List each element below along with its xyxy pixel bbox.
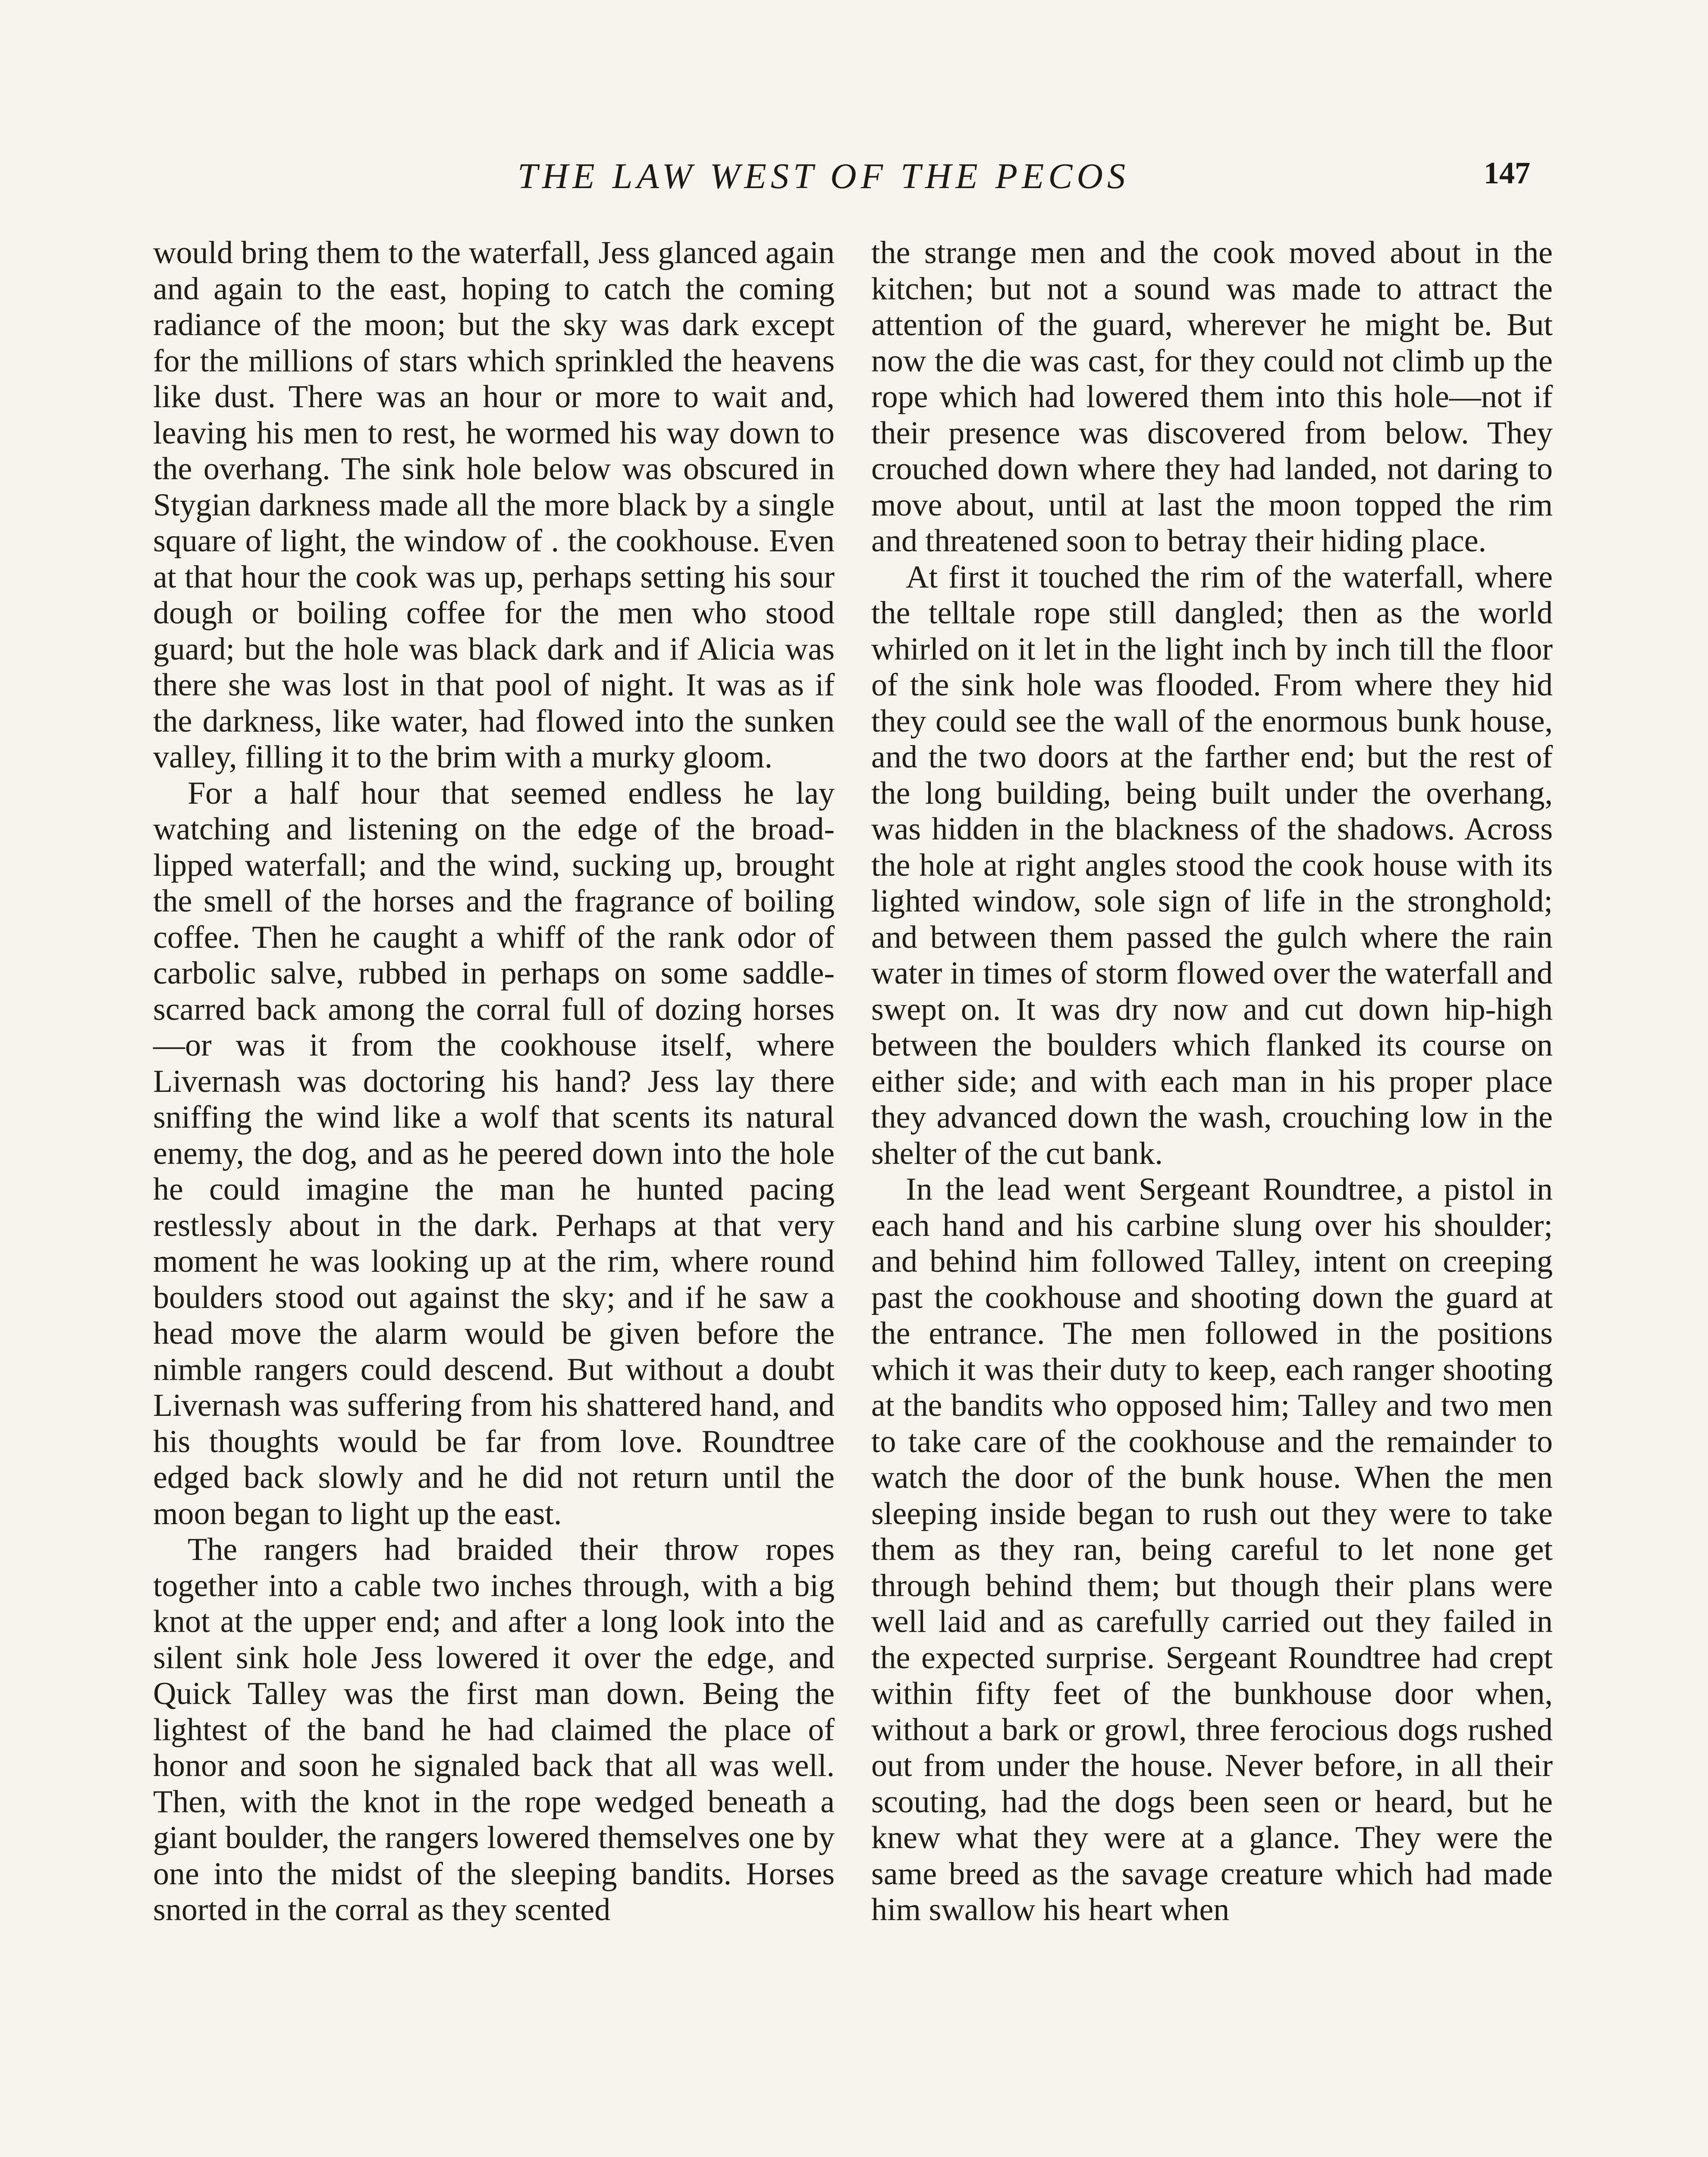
paragraph: The rangers had braided their throw ropes together into a cable two inches through, with a big knot at the upper end; and after a long look into the silent sink hole Jess lowered it over the edge, and Quick Talley was the first man down. Being the lightest of the band he had claimed the place of honor and soon he signaled back that all was well. Then, with the knot in the rope wedged beneath a giant boulder, the rangers lowered themselves one by one into the midst of the sleeping bandits. Horses snorted in the corral as they scented — [153, 1532, 835, 1927]
paragraph: the strange men and the cook moved about in the kitchen; but not a sound was made to attract the attention of the guard, wherever he might be. But now the die was cast, for they could not climb up the rope which had lowered them into this hole—not if their presence was discovered from below. They crouched down where they had landed, not daring to move about, until at last the moon topped the rim and threatened soon to betray their hiding place. — [871, 235, 1553, 559]
paragraph: For a half hour that seemed endless he lay watching and listening on the edge of the broad-lipped waterfall; and the wind, sucking up, brought the smell of the horses and the fragrance of boiling coffee. Then he caught a whiff of the rank odor of carbolic salve, rubbed in perhaps on some saddle-scarred back among the corral full of dozing horses—or was it from the cookhouse itself, where Livernash was doctoring his hand? Jess lay there sniffing the wind like a wolf that scents its natural enemy, the dog, and as he peered down into the hole he could imagine the man he hunted pacing restlessly about in the dark. Perhaps at that very moment he was looking up at the rim, where round boulders stood out against the sky; and if he saw a head move the alarm would be given before the nimble rangers could descend. But without a doubt Livernash was suffering from his shattered hand, and his thoughts would be far from love. Roundtree edged back slowly and he did not return until the moon began to light up the east. — [153, 775, 835, 1531]
left-column — [153, 235, 835, 1928]
page-number: 147 — [1484, 156, 1530, 190]
right-column — [871, 235, 1553, 1928]
paragraph: In the lead went Sergeant Roundtree, a pistol in each hand and his carbine slung over his shoulder; and behind him followed Talley, intent on creeping past the cookhouse and shooting down the guard at the entrance. The men followed in the positions which it was their duty to keep, each ranger shooting at the bandits who opposed him; Talley and two men to take care of the cookhouse and the remainder to watch the door of the bunk house. When the men sleeping inside began to rush out they were to take them as they ran, being careful to let none get through behind them; but though their plans were well laid and as carefully carried out they failed in the expected surprise. Sergeant Roundtree had crept within fifty feet of the bunkhouse door when, without a bark or growl, three ferocious dogs rushed out from under the house. Never before, in all their scouting, had the dogs been seen or heard, but he knew what they were at a glance. They were the same breed as the savage creature which had made him swallow his heart when — [871, 1172, 1553, 1927]
running-title: THE LAW WEST OF THE PECOS — [518, 156, 1130, 196]
paragraph: At first it touched the rim of the waterfall, where the telltale rope still dangled; then as the world whirled on it let in the light inch by inch till the floor of the sink hole was flooded. From where they hid they could see the wall of the enormous bunk house, and the two doors at the farther end; but the rest of the long building, being built under the overhang, was hidden in the blackness of the shadows. Across the hole at right angles stood the cook house with its lighted window, sole sign of life in the stronghold; and between them passed the gulch where the rain water in times of storm flowed over the waterfall and swept on. It was dry now and cut down hip-high between the boulders which flanked its course on either side; and with each man in his proper place they advanced down the wash, crouching low in the shelter of the cut bank. — [871, 559, 1553, 1171]
paragraph: would bring them to the waterfall, Jess glanced again and again to the east, hoping to catch the coming radiance of the moon; but the sky was dark except for the millions of stars which sprinkled the heavens like dust. There was an hour or more to wait and, leaving his men to rest, he wormed his way down to the overhang. The sink hole below was obscured in Stygian darkness made all the more black by a single square of light, the window of . the cookhouse. Even at that hour the cook was up, perhaps setting his sour dough or boiling coffee for the men who stood guard; but the hole was black dark and if Alicia was there she was lost in that pool of night. It was as if the darkness, like water, had flowed into the sunken valley, filling it to the brim with a murky gloom. — [153, 235, 835, 775]
